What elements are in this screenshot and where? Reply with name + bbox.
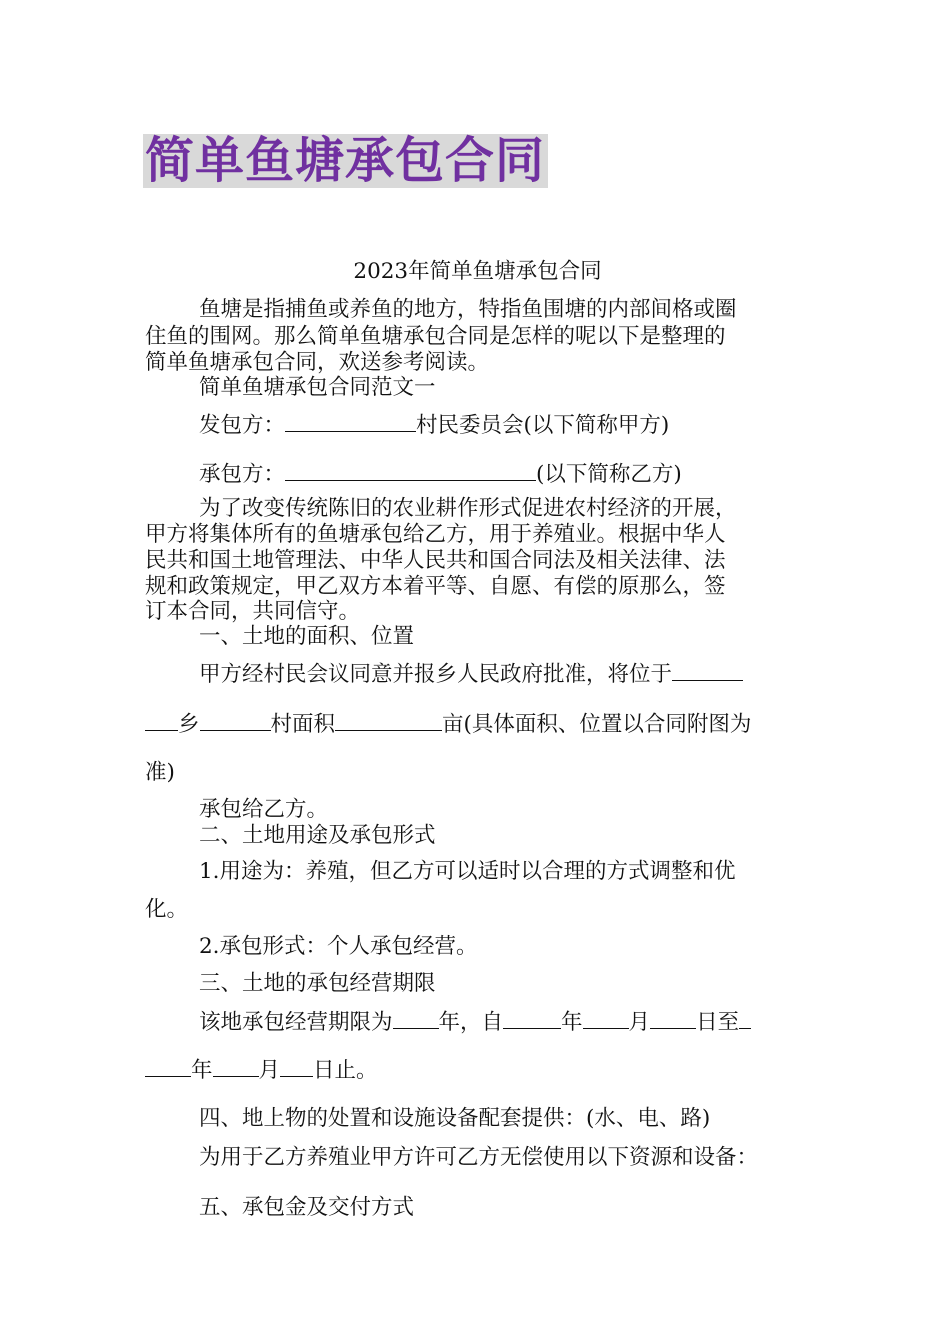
end-day-blank	[280, 1056, 313, 1077]
village-blank	[200, 710, 271, 731]
intro-line-1: 鱼塘是指捕鱼或养鱼的地方，特指鱼围塘的内部间格或圈	[199, 297, 737, 322]
end-year-blank-b	[145, 1056, 191, 1077]
section-3-line-2	[145, 1056, 810, 1083]
start-month-blank	[583, 1008, 629, 1029]
term-nian: 年，自	[438, 1010, 504, 1035]
preamble-line-5: 订本合同，共同信守。	[145, 599, 361, 624]
mu-label: 亩(具体面积、位置以合同附图为	[442, 712, 752, 737]
section-1-heading: 一、土地的面积、位置	[199, 624, 415, 649]
section-2-item-2: 2.承包形式：个人承包经营。	[199, 934, 478, 959]
contract-subtitle: 2023年简单鱼塘承包合同	[353, 259, 602, 284]
section-1-line-1	[199, 660, 810, 687]
intro-line-2: 住鱼的围网。那么简单鱼塘承包合同是怎样的呢以下是整理的	[145, 324, 726, 349]
party-b-suffix: (以下简称乙方)	[536, 462, 682, 487]
start-month-label: 月	[628, 1010, 651, 1035]
section-5-heading: 五、承包金及交付方式	[199, 1195, 415, 1220]
xiang-label: 乡	[178, 712, 200, 737]
party-a-blank	[285, 411, 416, 432]
start-day-to-label: 日至	[696, 1010, 740, 1035]
preamble-line-1: 为了改变传统陈旧的农业耕作形式促进农村经济的开展，	[199, 496, 737, 521]
party-b-line	[199, 460, 810, 487]
start-day-blank	[650, 1008, 696, 1029]
end-month-label: 月	[258, 1058, 281, 1083]
section-3-line-1	[199, 1008, 810, 1035]
sample-heading: 简单鱼塘承包合同范文一	[199, 375, 436, 400]
section-1-line-2	[145, 710, 810, 737]
location-blank-b	[145, 710, 178, 731]
section-4-heading: 四、地上物的处置和设施设备配套提供：(水、电、路)	[199, 1106, 711, 1131]
start-year-label: 年	[561, 1010, 583, 1035]
party-a-suffix: 村民委员会(以下简称甲方)	[416, 413, 670, 438]
end-month-blank	[213, 1056, 259, 1077]
section-2-heading: 二、土地用途及承包形式	[199, 823, 436, 848]
preamble-line-2: 甲方将集体所有的鱼塘承包给乙方，用于养殖业。根据中华人	[145, 522, 726, 547]
section-2-item-1-cont: 化。	[145, 897, 189, 922]
section-4-line: 为用于乙方养殖业甲方许可乙方无偿使用以下资源和设备：	[199, 1145, 759, 1170]
start-year-blank	[503, 1008, 561, 1029]
section-3-heading: 三、土地的承包经营期限	[199, 971, 436, 996]
term-years-blank	[393, 1008, 439, 1029]
term-label: 该地承包经营期限为	[199, 1010, 393, 1035]
cun-label: 村面积	[270, 712, 336, 737]
party-a-label: 发包方：	[199, 413, 286, 438]
location-blank-a	[672, 660, 743, 681]
party-a-line	[199, 411, 810, 438]
intro-line-3: 简单鱼塘承包合同，欢送参考阅读。	[145, 350, 490, 375]
preamble-line-4: 规和政策规定，甲乙双方本着平等、自愿、有偿的原那么，签	[145, 574, 726, 599]
section-1-text: 甲方经村民会议同意并报乡人民政府批准，将位于	[199, 662, 673, 687]
document-title: 简单鱼塘承包合同	[143, 134, 548, 188]
area-blank	[335, 710, 442, 731]
end-day-label: 日止。	[313, 1058, 378, 1083]
section-1-line-3: 准)	[145, 760, 175, 785]
preamble-line-3: 民共和国土地管理法、中华人民共和国合同法及相关法律、法	[145, 548, 726, 573]
section-1-line-4: 承包给乙方。	[199, 797, 329, 822]
end-year-blank-a	[739, 1008, 751, 1029]
party-b-label: 承包方：	[199, 462, 286, 487]
end-year-label: 年	[191, 1058, 213, 1083]
party-b-blank	[285, 460, 536, 481]
section-2-item-1: 1.用途为：养殖，但乙方可以适时以合理的方式调整和优	[199, 859, 736, 884]
